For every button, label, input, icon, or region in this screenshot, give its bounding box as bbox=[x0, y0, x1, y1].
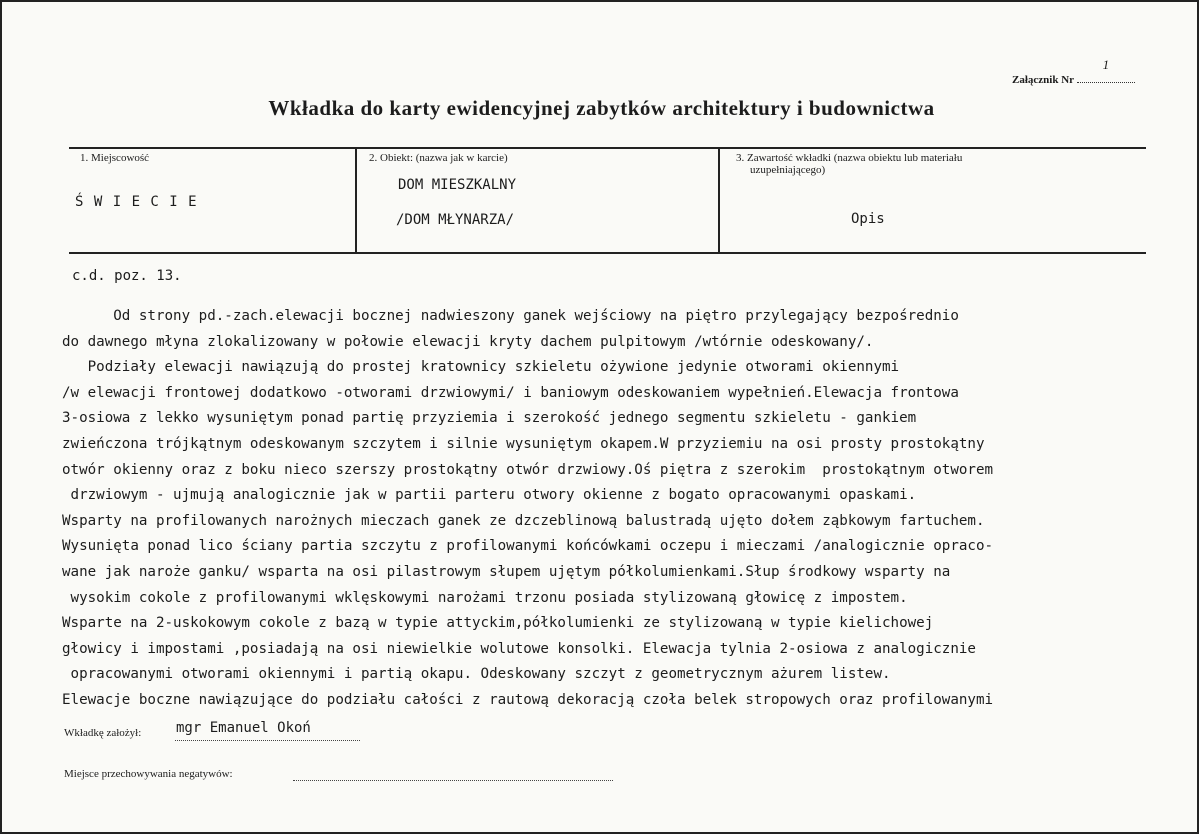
body-line: do dawnego młyna zlokalizowany w połowie elewacji kryty dachem pulpitowym /wtórnie odeskowany/. bbox=[62, 333, 874, 350]
body-line: drzwiowym - ujmują analogicznie jak w partii parteru otwory okienne z bogato opracowanymi opaskami. bbox=[62, 487, 917, 504]
body-line: otwór okienny oraz z boku nieco szerszy prostokątny otwór drzwiowy.Oś piętra z szerokim prostokątnym otworem bbox=[62, 461, 994, 478]
body-line: Wysunięta ponad lico ściany partia szczytu z profilowanymi końcówkami oczepu i mieczami /analogicznie opraco- bbox=[62, 538, 994, 555]
object-label: 2. Obiekt: (nazwa jak w karcie) bbox=[369, 152, 508, 164]
body-line: Wsparty na profilowanych narożnych mieczach ganek ze dzczeblinową balustradą ujęto dołem ząbkowym fartuchem. bbox=[62, 512, 985, 529]
author-label: Wkładkę założył: bbox=[64, 727, 142, 739]
header-divider-1 bbox=[355, 148, 357, 253]
content-value: Opis bbox=[851, 211, 885, 227]
attachment-number-value: 1 bbox=[1102, 57, 1110, 72]
attachment-label: Załącznik Nr bbox=[1012, 74, 1074, 86]
document-title: Wkładka do karty ewidencyjnej zabytków architektury i budownictwa bbox=[268, 96, 935, 120]
body-line: Wsparte na 2-uskokowym cokole z bazą w typie attyckim,półkolumienki ze stylizowaną w typie kielichowej bbox=[62, 615, 934, 632]
header-bottom-rule bbox=[69, 252, 1146, 254]
description-body bbox=[62, 304, 1192, 714]
author-value: mgr Emanuel Okoń bbox=[176, 720, 311, 736]
place-label: 1. Miejscowość bbox=[80, 152, 150, 164]
content-label-line1: 3. Zawartość wkładki (nazwa obiektu lub materiału bbox=[736, 152, 963, 164]
body-line: wane jak naroże ganku/ wsparta na osi pilastrowym słupem ujętym półkolumienkami.Słup środkowy wsparty na bbox=[62, 563, 951, 580]
body-line: głowicy i impostami ,posiadają na osi niewielkie wolutowe konsolki. Elewacja tylnia 2-osiowa z analogicznie bbox=[62, 640, 976, 657]
negatives-label: Miejsce przechowywania negatywów: bbox=[64, 768, 233, 780]
header-divider-2 bbox=[718, 148, 720, 253]
continuation-note: c.d. poz. 13. bbox=[72, 268, 182, 284]
header-top-rule bbox=[69, 147, 1146, 149]
object-value-line2: /DOM MŁYNARZA/ bbox=[396, 212, 515, 228]
body-line: Od strony pd.-zach.elewacji bocznej nadwieszony ganek wejściowy na piętro przylegający bezpośrednio bbox=[62, 308, 959, 324]
author-dotted-line bbox=[175, 740, 360, 741]
body-line: 3-osiowa z lekko wysuniętym ponad partię przyziemia i szerokość jednego segmentu szkieletu - gankiem bbox=[62, 410, 917, 427]
body-line: Podziały elewacji nawiązują do prostej kratownicy szkieletu ożywione jedynie otworami okiennymi bbox=[62, 359, 900, 376]
attachment-number bbox=[1012, 57, 1162, 86]
object-value-line1: DOM MIESZKALNY bbox=[398, 177, 517, 193]
body-line: wysokim cokole z profilowanymi wklęskowymi narożami trzonu posiada stylizowaną głowicę z impostem. bbox=[62, 589, 908, 606]
body-line: zwieńczona trójkątnym odeskowanym szczytem i silnie wysuniętym okapem.W przyziemiu na osi prosty prostokątny bbox=[62, 435, 985, 452]
negatives-dotted-line bbox=[293, 780, 613, 781]
body-line: Elewacje boczne nawiązujące do podziału całości z rautową dekoracją czoła belek stropowych oraz profilowanymi bbox=[62, 691, 994, 708]
place-value: Ś W I E C I E bbox=[75, 194, 198, 210]
attachment-number-field bbox=[1077, 57, 1135, 83]
body-line: /w elewacji frontowej dodatkowo -otworami drzwiowymi/ i baniowym odeskowaniem wypełnień.Elewacja frontowa bbox=[62, 384, 959, 401]
content-label-line2: uzupełniającego) bbox=[750, 164, 826, 176]
body-line: opracowanymi otworami okiennymi i partią okapu. Odeskowany szczyt z geometrycznym ażurem listew. bbox=[62, 666, 891, 683]
